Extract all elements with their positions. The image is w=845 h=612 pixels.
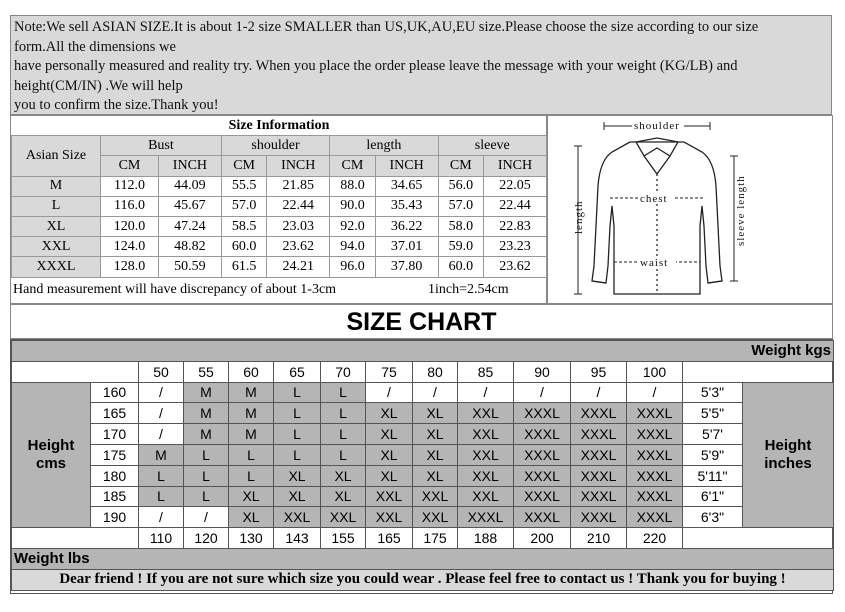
height-cm-value: 165 [91, 403, 139, 424]
size-cell: / [184, 507, 229, 528]
weight-kg-header: 95 [571, 361, 627, 382]
size-cell: / [458, 382, 514, 403]
measurement-cell: 90.0 [330, 196, 376, 216]
height-inch-value: 5'5" [683, 403, 743, 424]
height-inch-value: 6'3" [683, 507, 743, 528]
measurement-cell: 124.0 [101, 237, 159, 257]
measurement-cell: 22.44 [484, 196, 547, 216]
size-cell: XL [366, 465, 413, 486]
table-row [12, 465, 834, 486]
unit-header: INCH [267, 156, 330, 176]
table-row [12, 176, 547, 196]
note-line: Note:We sell ASIAN SIZE.It is about 1-2 size SMALLER than US,UK,AU,EU size.Please choose the size according to our size [14, 19, 759, 35]
height-cms-label-line: Height [27, 436, 75, 454]
unit-header: CM [438, 156, 484, 176]
blank-cell [683, 528, 834, 549]
table-row [12, 216, 547, 236]
weight-kg-header: 65 [274, 361, 321, 382]
note-line: height(CM/IN) .We will help [14, 77, 183, 94]
height-cm-value: 170 [91, 424, 139, 445]
size-info-title: Size Information [228, 117, 330, 133]
blank-cell [683, 361, 834, 382]
height-cms-label-line: cms [35, 454, 67, 472]
size-cell: XXL [321, 507, 366, 528]
size-cell: XL [229, 507, 274, 528]
weight-kg-header: 60 [229, 361, 274, 382]
size-cell: XL [321, 465, 366, 486]
height-cm-value: 190 [91, 507, 139, 528]
size-cell: XXXL [514, 507, 571, 528]
unit-header: CM [330, 156, 376, 176]
size-cell: XXXL [571, 465, 627, 486]
weight-lbs-value: 175 [413, 528, 458, 549]
weight-lbs-value: 155 [321, 528, 366, 549]
size-cell: L [184, 486, 229, 507]
size-cell: XL [413, 465, 458, 486]
height-inch-value: 5'11" [683, 465, 743, 486]
table-row [12, 444, 834, 465]
size-cell: M [229, 424, 274, 445]
size-cell: XXXL [514, 403, 571, 424]
measurement-cell: 37.80 [375, 257, 438, 277]
height-inch-value: 5'7' [683, 424, 743, 445]
size-cell: XL [229, 486, 274, 507]
measurement-cell: 34.65 [375, 176, 438, 196]
size-cell: XXXL [571, 424, 627, 445]
size-cell: / [413, 382, 458, 403]
size-cell: XXL [458, 403, 514, 424]
weight-kg-header: 50 [139, 361, 184, 382]
measurement-cell: 94.0 [330, 237, 376, 257]
height-cm-value: 160 [91, 382, 139, 403]
measurement-cell: 96.0 [330, 257, 376, 277]
weight-lbs-value: 143 [274, 528, 321, 549]
size-cell: XXXL [571, 403, 627, 424]
weight-lbs-value: 110 [139, 528, 184, 549]
measurement-cell: 116.0 [101, 196, 159, 216]
height-cm-value: 175 [91, 444, 139, 465]
measurement-cell: 112.0 [101, 176, 159, 196]
height-cms-label [12, 382, 91, 528]
height-inch-value: 6'1" [683, 486, 743, 507]
shirt-diagram [548, 116, 832, 303]
weight-kg-header: 80 [413, 361, 458, 382]
size-chart-title: SIZE CHART [10, 304, 833, 339]
size-cell: M [184, 424, 229, 445]
measurement-cell: 55.5 [221, 176, 267, 196]
size-label: XL [12, 216, 101, 236]
weight-lbs-value: 165 [366, 528, 413, 549]
size-cell: XL [274, 465, 321, 486]
size-cell: XXL [413, 507, 458, 528]
measurement-cell: 92.0 [330, 216, 376, 236]
size-cell: XXL [458, 424, 514, 445]
size-cell: XL [366, 403, 413, 424]
weight-lbs-value: 220 [627, 528, 683, 549]
size-label: XXL [12, 237, 101, 257]
table-row [12, 382, 834, 403]
note-line: form.All the dimensions we [14, 38, 176, 55]
size-information-table [10, 115, 547, 304]
unit-header: CM [221, 156, 267, 176]
measurement-cell: 128.0 [101, 257, 159, 277]
blank-cell [12, 361, 139, 382]
length-label: length [573, 200, 585, 234]
weight-kg-header: 70 [321, 361, 366, 382]
size-cell: L [139, 465, 184, 486]
size-cell: XXL [413, 486, 458, 507]
table-row [12, 257, 547, 277]
weight-lbs-value: 200 [514, 528, 571, 549]
size-label: L [12, 196, 101, 216]
weight-lbs-value: 120 [184, 528, 229, 549]
measurement-cell: 48.82 [158, 237, 221, 257]
measurement-cell: 50.59 [158, 257, 221, 277]
size-cell: / [139, 403, 184, 424]
size-cell: XXXL [627, 486, 683, 507]
height-cm-value: 185 [91, 486, 139, 507]
size-cell: M [229, 403, 274, 424]
unit-header: INCH [484, 156, 547, 176]
size-cell: XL [413, 424, 458, 445]
size-cell: XXL [458, 486, 514, 507]
measurement-cell: 58.5 [221, 216, 267, 236]
size-cell: XXXL [627, 507, 683, 528]
size-cell: XXXL [627, 424, 683, 445]
size-cell: L [274, 424, 321, 445]
measurement-cell: 23.62 [484, 257, 547, 277]
size-cell: L [321, 424, 366, 445]
measurement-cell: 45.67 [158, 196, 221, 216]
size-cell: XXL [366, 486, 413, 507]
measurement-cell: 60.0 [438, 257, 484, 277]
size-cell: XXL [274, 507, 321, 528]
size-cell: XXXL [514, 465, 571, 486]
size-cell: XXXL [627, 444, 683, 465]
sleeve-length-label: sleeve length [735, 175, 747, 246]
measurement-cell: 24.21 [267, 257, 330, 277]
size-cell: XXXL [514, 424, 571, 445]
weight-kg-header: 100 [627, 361, 683, 382]
size-cell: XL [366, 424, 413, 445]
size-cell: XXXL [514, 486, 571, 507]
chest-label: chest [640, 193, 668, 205]
height-inches-label-line: inches [764, 454, 812, 472]
size-cell: L [321, 403, 366, 424]
weight-lbs-value: 130 [229, 528, 274, 549]
height-inches-label [743, 382, 834, 528]
weight-kg-header: 75 [366, 361, 413, 382]
size-cell: XL [321, 486, 366, 507]
thank-you-message: Dear friend ! If you are not sure which size you could wear . Please feel free to contact us ! Thank you for buying ! [12, 569, 834, 590]
size-cell: L [321, 444, 366, 465]
group-header: shoulder [221, 136, 329, 156]
table-row [12, 237, 547, 257]
size-cell: XL [413, 444, 458, 465]
table-row [12, 196, 547, 216]
size-cell: M [139, 444, 184, 465]
unit-header: INCH [158, 156, 221, 176]
size-cell: XXL [458, 444, 514, 465]
size-cell: / [571, 382, 627, 403]
table-row [12, 424, 834, 445]
weight-lbs-value: 188 [458, 528, 514, 549]
weight-kg-header: 55 [184, 361, 229, 382]
unit-header: CM [101, 156, 159, 176]
size-note [10, 15, 832, 115]
measurement-cell: 23.23 [484, 237, 547, 257]
measurement-cell: 88.0 [330, 176, 376, 196]
size-cell: L [274, 444, 321, 465]
measurement-cell: 23.03 [267, 216, 330, 236]
height-inch-value: 5'3" [683, 382, 743, 403]
size-cell: L [229, 444, 274, 465]
measurement-cell: 56.0 [438, 176, 484, 196]
measurement-cell: 60.0 [221, 237, 267, 257]
note-line: you to confirm the size.Thank you! [14, 97, 219, 113]
measurement-cell: 120.0 [101, 216, 159, 236]
note-line: have personally measured and reality try. When you place the order please leave the message with your weight (KG/LB) and [14, 58, 738, 74]
size-cell: XL [413, 403, 458, 424]
measurement-cell: 58.0 [438, 216, 484, 236]
measurement-note: Hand measurement will have discrepancy of about 1-3cm [13, 282, 337, 297]
shirt-measurement-illustration [547, 115, 833, 304]
size-cell: XXXL [627, 403, 683, 424]
size-cell: L [184, 465, 229, 486]
table-row [12, 486, 834, 507]
size-label: XXXL [12, 257, 101, 277]
size-cell: / [139, 382, 184, 403]
measurement-cell: 22.05 [484, 176, 547, 196]
measurement-cell: 23.62 [267, 237, 330, 257]
size-cell: XXXL [627, 465, 683, 486]
size-cell: XXXL [571, 507, 627, 528]
size-cell: XL [274, 486, 321, 507]
weight-lbs-label: Weight lbs [12, 548, 834, 569]
size-cell: L [184, 444, 229, 465]
measurement-cell: 22.83 [484, 216, 547, 236]
size-cell: / [139, 424, 184, 445]
size-cell: XXXL [458, 507, 514, 528]
size-cell: XL [366, 444, 413, 465]
size-cell: L [321, 382, 366, 403]
size-cell: / [366, 382, 413, 403]
size-cell: / [139, 507, 184, 528]
measurement-cell: 36.22 [375, 216, 438, 236]
shoulder-label: shoulder [634, 120, 680, 132]
measurement-cell: 61.5 [221, 257, 267, 277]
measurement-cell: 47.24 [158, 216, 221, 236]
height-cm-value: 180 [91, 465, 139, 486]
size-label: M [12, 176, 101, 196]
height-inches-label-line: Height [764, 436, 812, 454]
size-cell: XXL [366, 507, 413, 528]
measurement-cell: 59.0 [438, 237, 484, 257]
blank-cell [12, 528, 139, 549]
measurement-cell: 35.43 [375, 196, 438, 216]
size-cell: M [184, 382, 229, 403]
waist-label: waist [640, 257, 669, 269]
weight-lbs-value: 210 [571, 528, 627, 549]
asian-size-header: Asian Size [12, 136, 101, 176]
size-cell: XXXL [571, 444, 627, 465]
group-header: length [330, 136, 438, 156]
size-cell: L [229, 465, 274, 486]
measurement-cell: 37.01 [375, 237, 438, 257]
size-cell: / [627, 382, 683, 403]
size-chart-table [10, 339, 833, 594]
measurement-cell: 57.0 [438, 196, 484, 216]
group-header: sleeve [438, 136, 546, 156]
group-header: Bust [101, 136, 222, 156]
size-cell: L [274, 382, 321, 403]
measurement-cell: 57.0 [221, 196, 267, 216]
weight-kgs-label: Weight kgs [12, 341, 834, 362]
size-cell: M [184, 403, 229, 424]
measurement-cell: 21.85 [267, 176, 330, 196]
unit-header: INCH [375, 156, 438, 176]
conversion-note: 1inch=2.54cm [428, 282, 509, 297]
size-cell: L [139, 486, 184, 507]
size-cell: XXXL [514, 444, 571, 465]
size-cell: M [229, 382, 274, 403]
size-cell: XXXL [571, 486, 627, 507]
size-cell: L [274, 403, 321, 424]
table-row [12, 403, 834, 424]
size-cell: XXL [458, 465, 514, 486]
measurement-cell: 44.09 [158, 176, 221, 196]
table-row [12, 507, 834, 528]
size-cell: / [514, 382, 571, 403]
height-inch-value: 5'9" [683, 444, 743, 465]
weight-kg-header: 90 [514, 361, 571, 382]
weight-kg-header: 85 [458, 361, 514, 382]
measurement-cell: 22.44 [267, 196, 330, 216]
